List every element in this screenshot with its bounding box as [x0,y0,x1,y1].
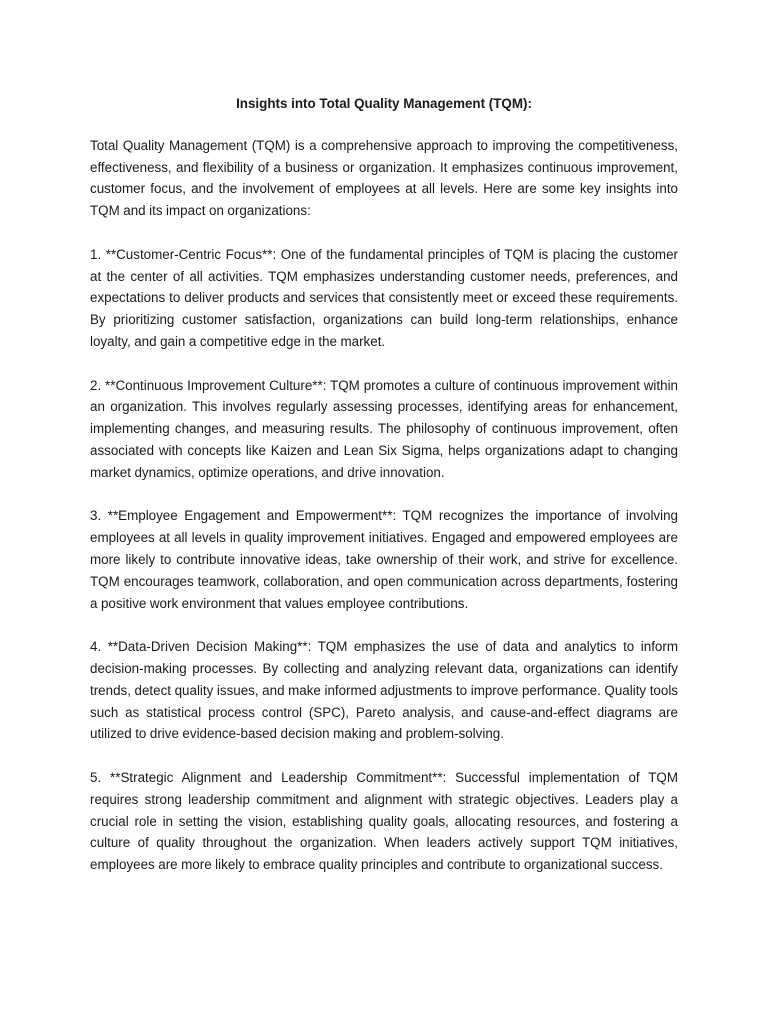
document-title: Insights into Total Quality Management (TQM): [236,96,532,111]
paragraph-continuous-improvement: 2. **Continuous Improvement Culture**: TQM promotes a culture of continuous improvement within an organization. This involves regularly assessing processes, identifying areas for enhancement, implementing changes, and measuring results. The philosophy of continuous improvement, often associated with concepts like Kaizen and Lean Six Sigma, helps organizations adapt to changing market dynamics, optimize operations, and drive innovation. [90,377,678,480]
document-body [90,93,678,898]
intro-paragraph: Total Quality Management (TQM) is a comprehensive approach to improving the competitiveness, effectiveness, and flexibility of a business or organization. It emphasizes continuous improvement, customer focus, and the involvement of employees at all levels. Here are some key insights into TQM and its impact on organizations: [90,137,678,219]
paragraph-strategic-alignment: 5. **Strategic Alignment and Leadership Commitment**: Successful implementation of TQM requires strong leadership commitment and alignment with strategic objectives. Leaders play a crucial role in setting the vision, establishing quality goals, allocating resources, and fostering a culture of quality throughout the organization. When leaders actively support TQM initiatives, employees are more likely to embrace quality principles and contribute to organizational success. [90,769,678,873]
paragraph-data-driven-decisions: 4. **Data-Driven Decision Making**: TQM emphasizes the use of data and analytics to inform decision-making processes. By collecting and analyzing relevant data, organizations can identify trends, detect quality issues, and make informed adjustments to improve performance. Quality tools such as statistical process control (SPC), Pareto analysis, and cause-and-effect diagrams are utilized to drive evidence-based decision making and problem-solving. [90,639,678,742]
paragraph-customer-centric-focus: 1. **Customer-Centric Focus**: One of the fundamental principles of TQM is placing the customer at the center of all activities. TQM emphasizes understanding customer needs, preferences, and expectations to deliver products and services that consistently meet or exceed these requirements. By prioritizing customer satisfaction, organizations can build long-term relationships, enhance loyalty, and gain a competitive edge in the market. [90,246,678,349]
paragraph-employee-engagement: 3. **Employee Engagement and Empowerment**: TQM recognizes the importance of involving employees at all levels in quality improvement initiatives. Engaged and empowered employees are more likely to contribute innovative ideas, take ownership of their work, and strive for excellence. TQM encourages teamwork, collaboration, and open communication across departments, fostering a positive work environment that values employee contributions. [90,508,678,611]
